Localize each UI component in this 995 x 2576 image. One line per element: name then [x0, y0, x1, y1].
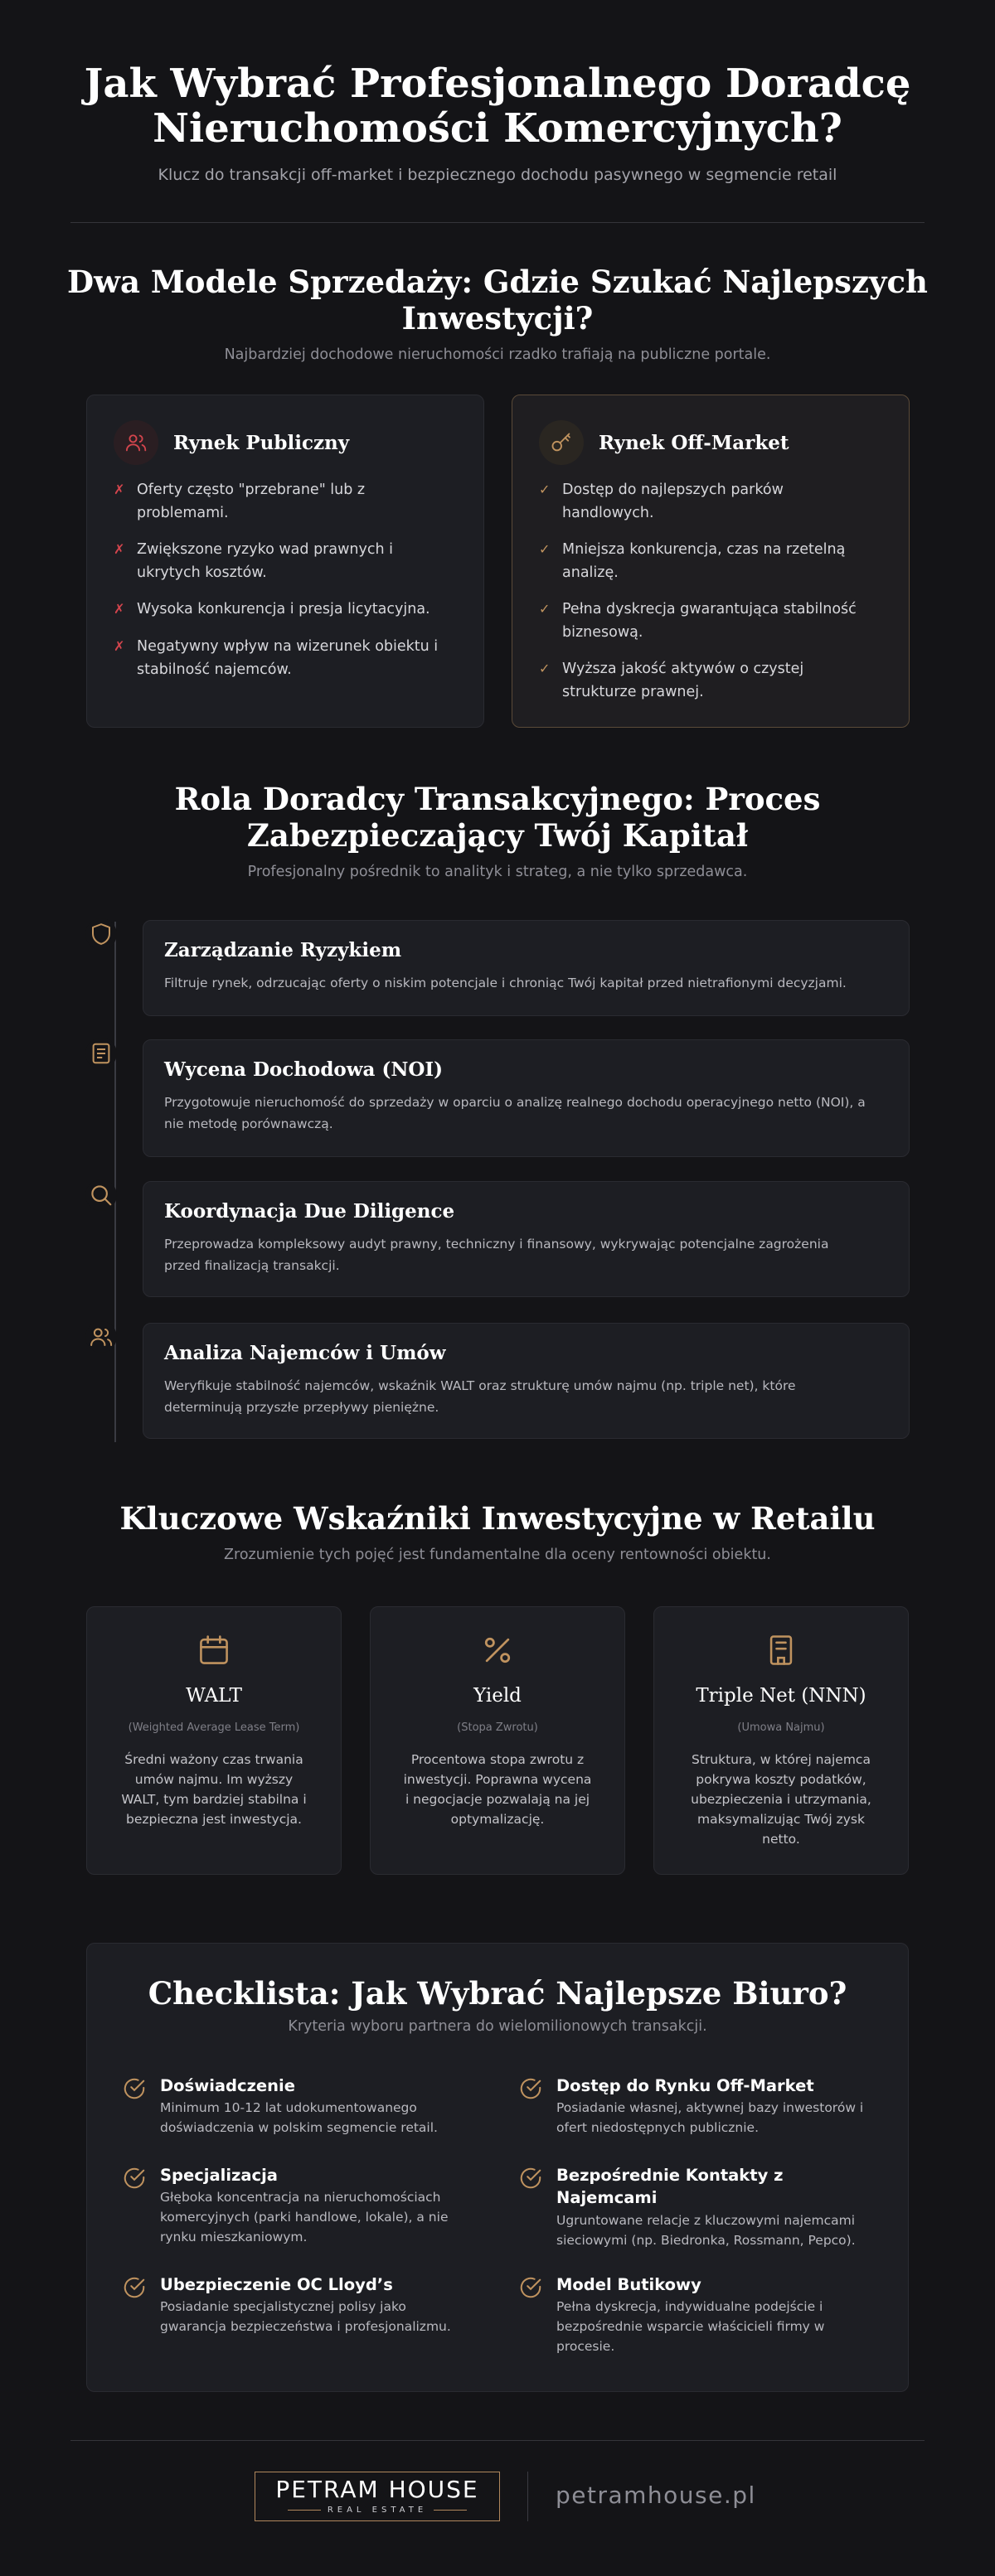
check-circle-icon: [122, 2076, 147, 2104]
checklist-header: [87, 1975, 908, 2035]
building-icon: [654, 1632, 908, 1673]
page-title-line1: Jak Wybrać Profesjonalnego Doradcę: [84, 61, 911, 107]
company-logo[interactable]: [255, 2472, 500, 2521]
public-market-card: [86, 395, 484, 728]
checklist-item-text-line: Głęboka koncentracja na nieruchomościach: [160, 2190, 441, 2205]
list-item-text: Wysoka konkurencja i presja licytacyjna.: [137, 601, 430, 617]
role-title-line2: Zabezpieczający Twój Kapitał: [246, 817, 749, 854]
website-link[interactable]: petramhouse.pl: [556, 2482, 756, 2509]
kpi-card-walt: [86, 1606, 342, 1875]
checklist-item-text: [556, 2210, 883, 2250]
list-item-text: problemami.: [137, 505, 229, 521]
checklist-item: [518, 2273, 883, 2356]
role-title-line1: Rola Doradcy Transakcyjnego: Proces: [174, 781, 821, 817]
kpi-card-text-line: netto.: [762, 1832, 800, 1847]
list-item-text: stabilność najemców.: [137, 661, 292, 678]
page-subtitle: Klucz do transakcji off-market i bezpiecznego dochodu pasywnego w segmencie retail: [158, 166, 837, 184]
public-market-list: [114, 478, 462, 695]
list-item: [539, 478, 887, 525]
kpi-card-text-line: inwestycji. Poprawna wycena: [403, 1772, 592, 1787]
check-circle-icon: [518, 2166, 543, 2194]
checklist-item-text: [556, 2098, 883, 2138]
search-icon: [85, 1179, 117, 1211]
list-item-text: strukturze prawnej.: [562, 684, 704, 700]
kpi-subtitle: Zrozumienie tych pojęć jest fundamentalne dla oceny rentowności obiektu.: [224, 1547, 771, 1563]
checklist-item-text: [160, 2098, 487, 2138]
check-circle-icon: [518, 2076, 543, 2104]
document-icon: [85, 1038, 117, 1069]
models-section-header: [0, 264, 995, 363]
kpi-section-header: [0, 1500, 995, 1563]
checklist-item-text-line: Posiadanie własnej, aktywnej bazy inwestorów i: [556, 2100, 864, 2115]
role-step-text-line: determinują przyszłe przepływy pieniężne.: [164, 1400, 439, 1415]
role-step-title: Wycena Dochodowa (NOI): [164, 1058, 444, 1081]
list-item-text: Zwiększone ryzyko wad prawnych i: [137, 541, 394, 558]
checklist-item-text-line: ofert niedostępnych publicznie.: [556, 2120, 760, 2135]
checklist-item-text: [160, 2297, 487, 2336]
offmarket-header: [539, 420, 789, 465]
list-item: [114, 598, 462, 621]
check-circle-icon: [122, 2166, 147, 2194]
kpi-card-text-line: pokrywa koszty podatków,: [696, 1772, 866, 1787]
checklist-item-title: Specjalizacja: [160, 2166, 278, 2185]
key-icon: [539, 420, 584, 465]
checklist-item-title-line: Najemcami: [556, 2188, 658, 2207]
check-circle-icon: [122, 2275, 147, 2303]
role-step-text: [164, 1375, 888, 1418]
kpi-card-text: [679, 1750, 883, 1849]
timeline-line: [114, 922, 116, 1442]
checklist-item-text-line: procesie.: [556, 2339, 615, 2354]
list-item-text: handlowych.: [562, 505, 654, 521]
role-step-card: [143, 1039, 910, 1157]
checklist-item: [518, 2164, 883, 2255]
list-item-text: biznesową.: [562, 624, 643, 641]
cross-icon: ✗: [114, 482, 125, 497]
kpi-card-text-line: maksymalizując Twój zysk: [697, 1812, 865, 1827]
role-step-title: Koordynacja Due Diligence: [164, 1200, 455, 1223]
role-step-card: [143, 1181, 910, 1297]
checklist-item-title: Model Butikowy: [556, 2275, 701, 2294]
role-step-text: [164, 1233, 888, 1276]
role-subtitle: Profesjonalny pośrednik to analityk i strateg, a nie tylko sprzedawca.: [247, 864, 748, 880]
checklist-item-text-line: rynku mieszkaniowym.: [160, 2230, 308, 2244]
kpi-card-text-line: i negocjacje pozwalają na jej: [405, 1792, 590, 1807]
role-step-title: Zarządzanie Ryzykiem: [164, 939, 402, 961]
role-step-card: [143, 920, 910, 1016]
offmarket-title: Rynek Off-Market: [599, 431, 789, 454]
checklist-item-text-line: Minimum 10-12 lat udokumentowanego: [160, 2100, 417, 2115]
header-divider: [70, 222, 925, 223]
checklist-item-title: Doświadczenie: [160, 2076, 295, 2095]
list-item-text: Dostęp do najlepszych parków: [562, 482, 784, 498]
list-item-text: Pełna dyskrecja gwarantująca stabilność: [562, 601, 857, 617]
page-title-line2: Nieruchomości Komercyjnych?: [153, 105, 842, 152]
footer-separator: [527, 2472, 528, 2521]
models-title-line1: Dwa Modele Sprzedaży: Gdzie Szukać Najlepszych: [67, 264, 928, 300]
role-step-text: [164, 1092, 888, 1135]
check-icon: ✓: [539, 601, 551, 617]
checklist-title: Checklista: Jak Wybrać Najlepsze Biuro?: [148, 1975, 847, 2012]
page-header: [0, 61, 995, 184]
models-title: [0, 264, 995, 337]
list-item-text: Negatywny wpływ na wizerunek obiektu i: [137, 638, 439, 655]
tenants-icon: [85, 1321, 117, 1353]
checklist-item: [518, 2075, 883, 2141]
list-item-text: Wyższa jakość aktywów o czystej: [562, 661, 804, 677]
shield-icon: [85, 918, 117, 950]
checklist-item-title: [556, 2164, 883, 2209]
checklist-item: [122, 2273, 487, 2340]
role-section-header: [0, 781, 995, 880]
checklist-item: [122, 2075, 487, 2141]
check-icon: ✓: [539, 661, 551, 676]
kpi-card-yield: [370, 1606, 625, 1875]
role-step-text-line: przed finalizacją transakcji.: [164, 1258, 340, 1273]
check-circle-icon: [518, 2275, 543, 2303]
role-step-text-line: Przygotowuje nieruchomość do sprzedaży w oparciu o analizę realnego dochodu operacyjnego netto (NOI), a: [164, 1095, 866, 1110]
kpi-card-text-line: ubezpieczenia i utrzymania,: [691, 1792, 871, 1807]
public-market-header: [114, 420, 349, 465]
kpi-card-text-line: Średni ważony czas trwania: [124, 1752, 303, 1767]
role-step-text-line: Weryfikuje stabilność najemców, wskaźnik WALT oraz strukturę umów najmu (np. triple net), które: [164, 1378, 796, 1393]
checklist-item-title-line: Bezpośrednie Kontakty z: [556, 2166, 784, 2185]
checklist-card: [86, 1943, 909, 2392]
list-item-text: ukrytych kosztów.: [137, 564, 267, 581]
role-step-text: [164, 972, 888, 994]
checklist-item-text-line: Posiadanie specjalistycznej polisy jako: [160, 2299, 406, 2314]
kpi-title: Kluczowe Wskaźniki Inwestycyjne w Retailu: [119, 1500, 876, 1537]
logo-subtext: [255, 2506, 499, 2515]
kpi-card-text-line: umów najmu. Im wyższy: [134, 1772, 294, 1787]
offmarket-card: [512, 395, 910, 728]
calendar-icon: [87, 1632, 341, 1673]
offmarket-list: [539, 478, 887, 717]
checklist-item-text-line: komercyjnych (parki handlowe, lokale), a nie: [160, 2210, 449, 2225]
logo-subtext-label: REAL ESTATE: [327, 2506, 428, 2515]
kpi-card-text-line: optymalizację.: [450, 1812, 545, 1827]
list-item: [539, 657, 887, 704]
checklist-item-text-line: bezpośrednie wsparcie właścicieli firmy w: [556, 2319, 825, 2334]
models-title-line2: Inwestycji?: [401, 300, 594, 337]
checklist-item-text-line: Ugruntowane relacje z kluczowymi najemcami: [556, 2213, 856, 2228]
cross-icon: ✗: [114, 541, 125, 557]
check-icon: ✓: [539, 482, 551, 497]
checklist-item-title: Ubezpieczenie OC Lloyd’s: [160, 2275, 393, 2294]
public-market-title: Rynek Publiczny: [173, 431, 350, 454]
kpi-card-subtitle: (Stopa Zwrotu): [457, 1721, 538, 1734]
kpi-card-nnn: [653, 1606, 909, 1875]
role-title: [0, 781, 995, 854]
list-item: [539, 598, 887, 644]
kpi-card-text: [112, 1750, 316, 1829]
list-item: [539, 538, 887, 584]
role-step-text-line: Filtruje rynek, odrzucając oferty o niskim potencjale i chroniąc Twój kapitał przed nietrafionymi decyzjami.: [164, 976, 847, 990]
list-item-text: analizę.: [562, 564, 619, 581]
kpi-card-text: [396, 1750, 599, 1829]
list-item-text: Oferty często "przebrane" lub z: [137, 482, 366, 498]
kpi-card-subtitle: (Weighted Average Lease Term): [128, 1721, 300, 1734]
page-title: [0, 61, 995, 151]
models-subtitle: Najbardziej dochodowe nieruchomości rzadko trafiają na publiczne portale.: [224, 346, 771, 363]
kpi-card-text-line: WALT, tym bardziej stabilna i: [121, 1792, 307, 1807]
list-item: [114, 635, 462, 681]
checklist-item-title: Dostęp do Rynku Off-Market: [556, 2076, 814, 2095]
list-item: [114, 478, 462, 525]
kpi-card-title: Triple Net (NNN): [696, 1685, 866, 1707]
cross-icon: ✗: [114, 638, 125, 654]
checklist-item-text-line: Pełna dyskrecja, indywidualne podejście i: [556, 2299, 823, 2314]
role-step-card: [143, 1323, 910, 1439]
users-icon: [114, 420, 158, 465]
checklist-item-text-line: sieciowymi (np. Biedronka, Rossmann, Pepco).: [556, 2233, 856, 2248]
kpi-card-text-line: Struktura, w której najemca: [692, 1752, 871, 1767]
checklist-item: [122, 2164, 487, 2247]
checklist-item-text: [556, 2297, 883, 2356]
checklist-item-text: [160, 2187, 487, 2247]
check-icon: ✓: [539, 541, 551, 557]
footer-divider: [70, 2440, 925, 2441]
kpi-card-title: Yield: [473, 1685, 522, 1707]
kpi-card-text-line: Procentowa stopa zwrotu z: [410, 1752, 585, 1767]
role-step-text-line: nie metodę porównawczą.: [164, 1116, 333, 1131]
cross-icon: ✗: [114, 601, 125, 617]
list-item: [114, 538, 462, 584]
kpi-card-text-line: bezpieczna jest inwestycja.: [126, 1812, 302, 1827]
percent-icon: [371, 1632, 624, 1673]
role-step-title: Analiza Najemców i Umów: [164, 1342, 446, 1364]
kpi-card-title: WALT: [186, 1685, 242, 1707]
role-step-text-line: Przeprowadza kompleksowy audyt prawny, techniczny i finansowy, wykrywając potencjalne zagrożenia: [164, 1237, 829, 1252]
logo-text: PETRAM HOUSE: [275, 2476, 479, 2503]
checklist-item-text-line: doświadczenia w polskim segmencie retail.: [160, 2120, 438, 2135]
kpi-card-subtitle: (Umowa Najmu): [737, 1721, 825, 1734]
checklist-item-text-line: gwarancja bezpieczeństwa i profesjonalizmu.: [160, 2319, 451, 2334]
checklist-subtitle: Kryteria wyboru partnera do wielomilionowych transakcji.: [288, 2018, 707, 2035]
list-item-text: Mniejsza konkurencja, czas na rzetelną: [562, 541, 846, 558]
